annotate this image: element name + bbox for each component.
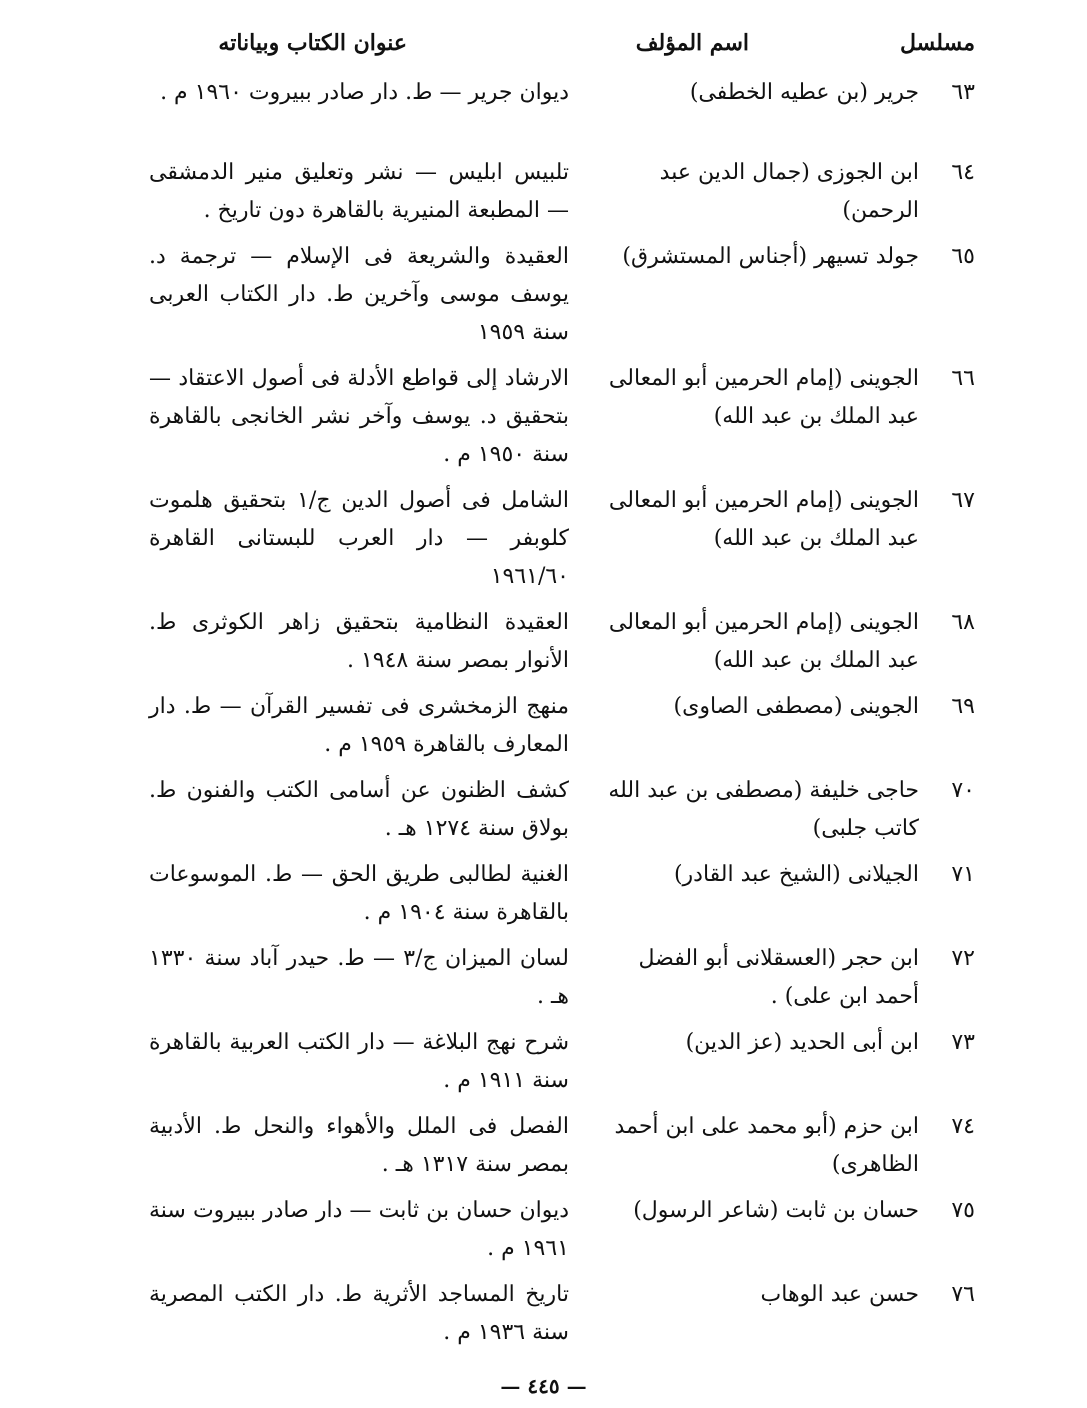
entry-book: الارشاد إلى قواطع الأدلة فى أصول الاعتقاد — بتحقيق د. يوسف وآخر نشر الخانجى بالقاهرة سنة ١٩٥٠ م . [149,366,569,467]
entry-number: ٦٦ [951,366,975,391]
entry-number: ٦٨ [951,610,975,635]
entry-book: العقيدة والشريعة فى الإسلام — ترجمة د. يوسف موسى وآخرين ط. دار الكتاب العربى سنة ١٩٥٩ [149,244,569,345]
bibliography-entry [0,856,975,932]
bibliography-entry [0,74,975,146]
entry-author: الجوينى (إمام الحرمين أبو المعالى عبد الملك بن عبد الله) [608,488,919,551]
entry-book: كشف الظنون عن أسامى الكتب والفنون ط. بولاق سنة ١٢٧٤ هـ . [149,778,569,841]
entry-book: ديوان جرير — ط. دار صادر ببيروت ١٩٦٠ م . [160,80,569,105]
entry-number: ٧٦ [951,1282,975,1307]
entry-author: ابن حزم (أبو محمد على ابن أحمد الظاهرى) [614,1114,919,1177]
entry-number: ٧٤ [951,1114,975,1139]
entry-author: جرير (بن عطيه الخطفى) [689,80,919,105]
entry-author: حاجى خليفة (مصطفى بن عبد الله كاتب جلبى) [608,778,919,841]
entry-book: منهج الزمخشرى فى تفسير القرآن — ط. دار المعارف بالقاهرة ١٩٥٩ م . [149,694,569,757]
entry-number: ٦٧ [951,488,975,513]
bibliography-entry [0,940,975,1016]
entry-author: الجوينى (إمام الحرمين أبو المعالى عبد الملك بن عبد الله) [608,366,919,429]
entry-number: ٦٤ [951,160,975,185]
entry-book: تلبيس ابليس — نشر وتعليق منير الدمشقى — المطبعة المنيرية بالقاهرة دون تاريخ . [149,160,569,223]
header-author: اسم المؤلف [635,30,749,56]
entry-book: لسان الميزان ج/٣ — ط. حيدر آباد سنة ١٣٣٠ هـ . [149,946,570,1009]
bibliography-entry [0,1108,975,1184]
entry-book: الفصل فى الملل والأهواء والنحل ط. الأدبية بمصر سنة ١٣١٧ هـ . [149,1114,569,1177]
bibliography-entry [0,1024,975,1100]
entry-author: حسن عبد الوهاب [760,1282,919,1307]
bibliography-entry [0,604,975,680]
entry-author: جولد تسيهر (أجناس المستشرق) [622,244,919,269]
entry-number: ٧٥ [951,1198,975,1223]
entry-number: ٦٩ [951,694,975,719]
page-number: — ٤٤٥ — [500,1374,587,1398]
entry-book: تاريخ المساجد الأثرية ط. دار الكتب المصرية سنة ١٩٣٦ م . [149,1282,569,1345]
bibliography-entry [0,772,975,848]
entry-book: الشامل فى أصول الدين ج/١ بتحقيق هلموت كلوبفر — دار العرب للبستانى القاهرة ١٩٦١/٦٠ [149,488,570,589]
entry-number: ٦٥ [951,244,975,269]
bibliography-entry [0,688,975,764]
entry-author: الجوينى (مصطفى الصاوى) [673,694,919,719]
bibliography-entry [0,154,975,230]
entry-number: ٧٢ [951,946,975,971]
entry-author: الجيلانى (الشيخ عبد القادر) [673,862,919,887]
entry-book: الغنية لطالبى طريق الحق — ط. الموسوعات بالقاهرة سنة ١٩٠٤ م . [149,862,569,925]
bibliography-entry [0,482,975,596]
header-serial: مسلسل [900,30,975,56]
entry-author: ابن أبى الحديد (عز الدين) [685,1030,919,1055]
bibliography-list [0,74,975,1360]
header-title: عنوان الكتاب وبياناته [218,30,407,56]
entry-author: ابن حجر (العسقلانى أبو الفضل أحمد ابن على) . [638,946,919,1009]
entry-number: ٧١ [951,862,975,887]
entry-number: ٦٣ [951,80,975,105]
entry-number: ٧٣ [951,1030,975,1055]
entry-author: ابن الجوزى (جمال الدين عبد الرحمن) [659,160,919,223]
entry-book: ديوان حسان بن ثابت — دار صادر ببيروت سنة ١٩٦١ م . [149,1198,569,1261]
bibliography-entry [0,1276,975,1352]
entry-author: الجوينى (إمام الحرمين أبو المعالى عبد الملك بن عبد الله) [608,610,919,673]
entry-number: ٧٠ [951,778,975,803]
bibliography-entry [0,238,975,352]
bibliography-entry [0,1192,975,1268]
entry-book: شرح نهج البلاغة — دار الكتب العربية بالقاهرة سنة ١٩١١ م . [149,1030,570,1093]
bibliography-entry [0,360,975,474]
entry-author: حسان بن ثابت (شاعر الرسول) [633,1198,919,1223]
entry-book: العقيدة النظامية بتحقيق زاهر الكوثرى ط. الأنوار بمصر سنة ١٩٤٨ . [149,610,569,673]
